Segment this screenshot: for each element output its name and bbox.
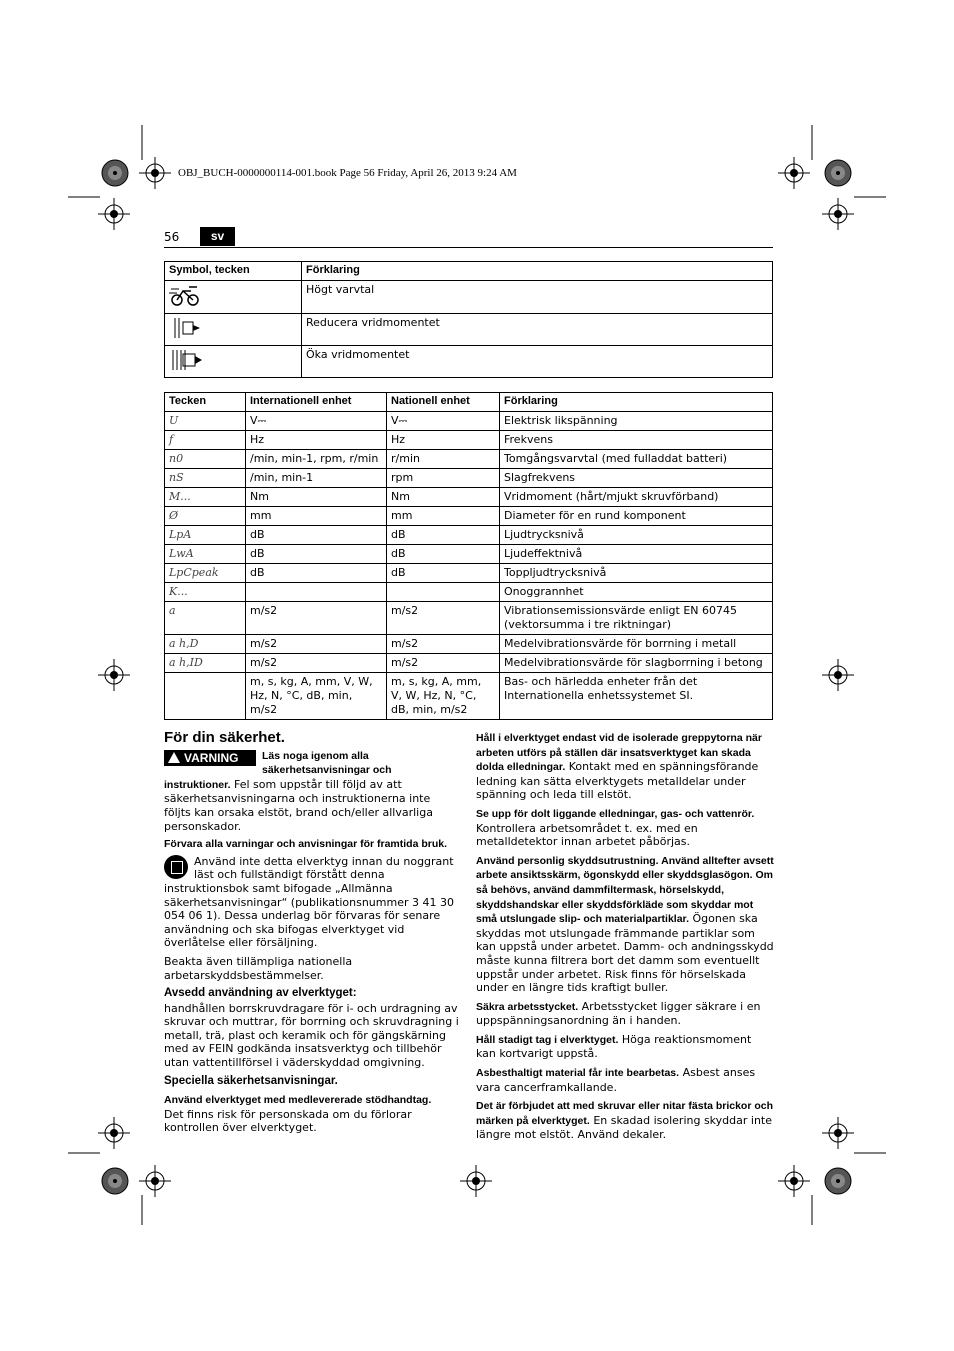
table-row (165, 281, 773, 314)
special-safety-heading: Speciella säkerhetsanvisningar. (164, 1074, 338, 1087)
warning-paragraph: VARNING Läs noga igenom alla säkerhetsanvisningar och instruktioner. Fel som uppstår till följd av att säkerhetsanvisningarna och instruktionerna inte följts kan orsaka elstöt, brand och/eller allvarliga personskador. (164, 749, 433, 833)
explanation-cell: Ljudeffektnivå (500, 545, 773, 564)
table-row (165, 412, 773, 431)
sign-cell: U (165, 412, 246, 431)
national-unit-cell: Hz (387, 431, 500, 450)
manual-paragraph: Använd inte detta elverktyg innan du noggrant läst och fullständigt förstått denna instruktionsbok samt bifogade „Allmänna säkerhetsanvisningar“ (publikationsnummer 3 41 30 054 06 1). Dessa underlag bör förvaras för senare användning och ska bifogas elverktyget vid överlåtelse eller försäljning. (164, 854, 454, 950)
intl-unit-header: Internationell enhet (246, 393, 387, 412)
national-unit-cell: dB (387, 545, 500, 564)
print-header: OBJ_BUCH-0000000114-001.book Page 56 Friday, April 26, 2013 9:24 AM (178, 167, 517, 179)
sign-cell: a h,D (165, 635, 246, 654)
sign-cell: nS (165, 469, 246, 488)
units-table (164, 392, 773, 720)
national-unit-cell: dB (387, 564, 500, 583)
explanation-cell: Tomgångsvarvtal (med fulladdat batteri) (500, 450, 773, 469)
explanation-cell: Medelvibrationsvärde för slagborrning i betong (500, 654, 773, 673)
sign-cell: a h,ID (165, 654, 246, 673)
explanation-header: Förklaring (302, 262, 773, 281)
asbestos-paragraph: Asbesthaltigt material får inte bearbetas. Asbest anses vara cancerframkallande. (476, 1066, 756, 1094)
sign-cell: LpCpeak (165, 564, 246, 583)
national-unit-cell: rpm (387, 469, 500, 488)
national-unit-cell: Nm (387, 488, 500, 507)
safety-left-column (164, 731, 460, 1140)
intl-unit-cell (246, 583, 387, 602)
sign-cell: a (165, 602, 246, 635)
symbol-header: Symbol, tecken (165, 262, 302, 281)
explanation-cell: Bas- och härledda enheter från det Internationella enhetssystemet SI. (500, 673, 773, 720)
national-unit-cell: r/min (387, 450, 500, 469)
explanation-cell: Ljudtrycksnivå (500, 526, 773, 545)
table-row (165, 564, 773, 583)
grip-paragraph: Håll i elverktyget endast vid de isolerade greppytorna när arbeten utförs på ställen där insatsverktyget kan skada dolda elledningar. Kontakt med en spänningsförande ledning kan sätta elverktygets metalldelar under spänning och leda till elstöt. (476, 732, 762, 802)
hold-tool-paragraph: Håll stadigt tag i elverktyget. Höga reaktionsmoment kan kortvarigt uppstå. (476, 1032, 752, 1061)
explanation-cell: Vibrationsemissionsvärde enligt EN 60745 (vektorsumma i tre riktningar) (500, 602, 773, 635)
explanation-cell: Onoggrannhet (500, 583, 773, 602)
language-badge: sv (200, 227, 235, 246)
sign-cell: n0 (165, 450, 246, 469)
explanation-cell: Diameter för en rund komponent (500, 507, 773, 526)
table-row (165, 545, 773, 564)
national-unit-cell (387, 583, 500, 602)
intl-unit-cell: /min, min-1, rpm, r/min (246, 450, 387, 469)
units-table-body (165, 412, 773, 720)
explanation-cell: Vridmoment (hårt/mjukt skruvförband) (500, 488, 773, 507)
explanation-cell: Slagfrekvens (500, 469, 773, 488)
table-row (165, 488, 773, 507)
intl-unit-cell: dB (246, 526, 387, 545)
national-unit-cell: V⎓ (387, 412, 500, 431)
intl-unit-cell: Hz (246, 431, 387, 450)
safety-right-column (476, 731, 774, 1147)
plates-paragraph: Det är förbjudet att med skruvar eller nitar fästa brickor och märken på elverktyget. En skadad isolering skyddar inte längre mot elstöt. Använd dekaler. (476, 1100, 774, 1142)
safety-title: För din säkerhet. (164, 729, 285, 746)
warning-icon (168, 752, 180, 763)
national-rules: Beakta även tillämpliga nationella arbetarskyddsbestämmelser. (164, 954, 353, 982)
units-table-header (165, 393, 773, 412)
sign-cell (165, 673, 246, 720)
national-unit-cell: m/s2 (387, 654, 500, 673)
explanation-cell: Elektrisk likspänning (500, 412, 773, 431)
intended-use-heading: Avsedd användning av elverktyget: (164, 987, 357, 1000)
sign-cell: K... (165, 583, 246, 602)
intl-unit-cell: m/s2 (246, 635, 387, 654)
intl-unit-cell: V⎓ (246, 412, 387, 431)
sign-cell: Ø (165, 507, 246, 526)
page-number: 56 (164, 230, 180, 244)
intl-unit-cell: mm (246, 507, 387, 526)
national-unit-cell: m/s2 (387, 602, 500, 635)
secure-workpiece-paragraph: Säkra arbetsstycket. Arbetsstycket ligger säkrare i en uppspänningsanordning än i handen. (476, 999, 761, 1028)
list-item: Högt varvtal (302, 281, 773, 314)
explanation-cell: Toppljudtrycksnivå (500, 564, 773, 583)
keep-instructions: Förvara alla varningar och anvisningar för framtida bruk. (164, 838, 447, 851)
reduce-torque-icon (165, 314, 302, 346)
intl-unit-cell: m, s, kg, A, mm, V, W, Hz, N, °C, dB, min, m/s2 (246, 673, 387, 720)
table-row (165, 469, 773, 488)
symbol-table-header (165, 262, 773, 281)
table-row (165, 314, 773, 346)
symbol-table (164, 261, 773, 378)
table-row (165, 526, 773, 545)
intl-unit-cell: m/s2 (246, 602, 387, 635)
intl-unit-cell: Nm (246, 488, 387, 507)
national-unit-header: Nationell enhet (387, 393, 500, 412)
explanation-cell: Frekvens (500, 431, 773, 450)
sign-cell: M... (165, 488, 246, 507)
intended-use-text: handhållen borrskruvdragare för i- och urdragning av skruvar och muttrar, för borrning och skruvdragning i metall, trä, plast och keramik och för gängskärning med av FEIN godkända insatsverktyg och tillbehör utan vattentillförsel i väderskyddad omgivning. (164, 1001, 459, 1070)
table-row (165, 450, 773, 469)
table-row (165, 583, 773, 602)
table-row (165, 673, 773, 720)
sign-cell: LwA (165, 545, 246, 564)
sign-header: Tecken (165, 393, 246, 412)
ppe-paragraph: Använd personlig skyddsutrustning. Använd alltefter avsett arbete ansiktsskärm, ögonskydd eller skyddsglasögon. Om så behövs, använd dammfiltermask, hörselskydd, skyddshandskar eller skyddsförkläde som skyddar mot små utslungade slip- och materialpartiklar. Ögonen ska skyddas mot utslungade främmande partiklar som kan uppstå under arbetet. Damm- och andningsskydd måste kunna filtrera bort det damm som eventuellt uppstår under arbetet. Risk finns för hörselskada under en längre tids kraftigt buller. (476, 854, 774, 995)
intl-unit-cell: dB (246, 545, 387, 564)
table-row (165, 635, 773, 654)
intl-unit-cell: dB (246, 564, 387, 583)
warning-badge: VARNING (164, 750, 256, 766)
sign-cell: LpA (165, 526, 246, 545)
national-unit-cell: mm (387, 507, 500, 526)
table-row (165, 431, 773, 450)
sign-cell: f (165, 431, 246, 450)
explanation-cell: Medelvibrationsvärde för borrning i metall (500, 635, 773, 654)
list-item: Reducera vridmomentet (302, 314, 773, 346)
intl-unit-cell: m/s2 (246, 654, 387, 673)
national-unit-cell: m, s, kg, A, mm, V, W, Hz, N, °C, dB, min, m/s2 (387, 673, 500, 720)
national-unit-cell: dB (387, 526, 500, 545)
aux-handle-paragraph: Använd elverktyget med medlevererade stödhandtag. Det finns risk för personskada om du förlorar kontrollen över elverktyget. (164, 1094, 432, 1135)
table-row (165, 654, 773, 673)
header-rule (164, 247, 773, 248)
national-unit-cell: m/s2 (387, 635, 500, 654)
explanation-header: Förklaring (500, 393, 773, 412)
table-row (165, 346, 773, 378)
hidden-lines-paragraph: Se upp för dolt liggande elledningar, gas- och vattenrör. Kontrollera arbetsområdet t. ex. med en metalldetektor innan arbetet påbörjas. (476, 807, 755, 849)
high-speed-icon (165, 281, 302, 314)
intl-unit-cell: /min, min-1 (246, 469, 387, 488)
increase-torque-icon (165, 346, 302, 378)
table-row (165, 602, 773, 635)
table-row (165, 507, 773, 526)
read-manual-icon (164, 855, 188, 879)
list-item: Öka vridmomentet (302, 346, 773, 378)
